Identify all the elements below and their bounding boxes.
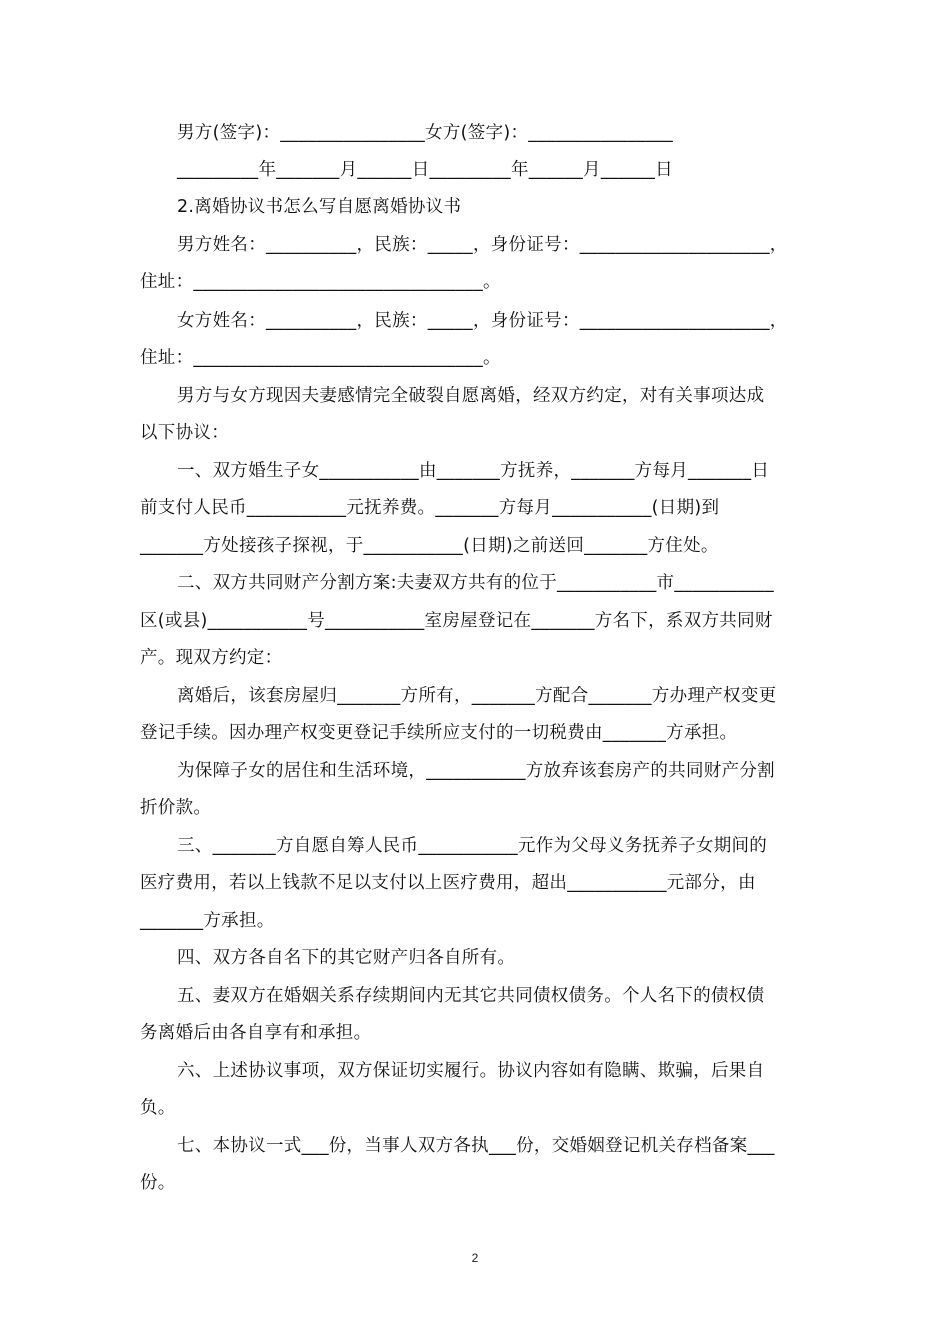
clause-2-line: 区(或县)___________号___________室房屋登记在_______方名下，系双方共同财 bbox=[140, 611, 773, 631]
clause-5-line: 五、妻双方在婚姻关系存续期间内无其它共同债权债务。个人名下的债权债 bbox=[177, 986, 765, 1006]
clause-3-line: _______方承担。 bbox=[140, 911, 275, 931]
clause-4-line: 四、双方各自名下的其它财产归各自所有。 bbox=[177, 948, 516, 968]
clause-3-line: 三、_______方自愿自筹人民币___________元作为父母义务抚养子女期间的 bbox=[177, 836, 768, 856]
male-info-line: 男方姓名：__________，民族：_____，身份证号：_____________________， bbox=[177, 235, 788, 255]
paragraph-line: 男方与女方现因夫妻感情完全破裂自愿离婚，经双方约定，对有关事项达成 bbox=[177, 386, 765, 406]
clause-1-line: 一、双方婚生子女___________由_______方抚养，_______方每月_______日 bbox=[177, 461, 770, 481]
clause-7-line: 七、本协议一式___份，当事人双方各执___份，交婚姻登记机关存档备案___ bbox=[177, 1136, 775, 1156]
clause-2-line: 折价款。 bbox=[140, 798, 212, 818]
clause-2-line: 二、双方共同财产分割方案:夫妻双方共有的位于___________市___________ bbox=[177, 573, 774, 593]
clause-5-line: 务离婚后由各自享有和承担。 bbox=[140, 1023, 372, 1043]
clause-1-line: _______方处接孩子探视，于___________(日期)之前送回_______方住处。 bbox=[140, 536, 719, 556]
clause-2-line: 登记手续。因办理产权变更登记手续所应支付的一切税费由_______方承担。 bbox=[140, 723, 738, 743]
page-number: 2 bbox=[471, 1251, 479, 1265]
clause-2-line: 离婚后，该套房屋归_______方所有，_______方配合_______方办理产权变更 bbox=[177, 686, 777, 706]
clause-3-line: 医疗费用，若以上钱款不足以支付以上医疗费用，超出___________元部分，由 bbox=[140, 873, 756, 893]
clause-2-line: 为保障子女的居住和生活环境，___________方放弃该套房产的共同财产分割 bbox=[177, 761, 775, 781]
male-address-line: 住址：________________________________。 bbox=[140, 272, 501, 292]
clause-6-line: 六、上述协议事项，双方保证切实履行。协议内容如有隐瞒、欺骗，后果自 bbox=[177, 1061, 765, 1081]
paragraph-line: 以下协议： bbox=[140, 423, 229, 443]
clause-7-line: 份。 bbox=[140, 1173, 176, 1193]
signature-line: 男方(签字)：________________女方(签字)：________________ bbox=[177, 123, 674, 143]
clause-2-line: 产。现双方约定： bbox=[140, 648, 283, 668]
section-heading: 2.离婚协议书怎么写自愿离婚协议书 bbox=[177, 197, 462, 217]
female-info-line: 女方姓名：__________，民族：_____，身份证号：_____________________， bbox=[177, 311, 788, 331]
female-address-line: 住址：________________________________。 bbox=[140, 348, 501, 368]
clause-6-line: 负。 bbox=[140, 1098, 176, 1118]
date-line: _________年_______月______日_________年______月______日 bbox=[177, 160, 673, 180]
clause-1-line: 前支付人民币___________元抚养费。_______方每月___________(日期)到 bbox=[140, 498, 720, 518]
